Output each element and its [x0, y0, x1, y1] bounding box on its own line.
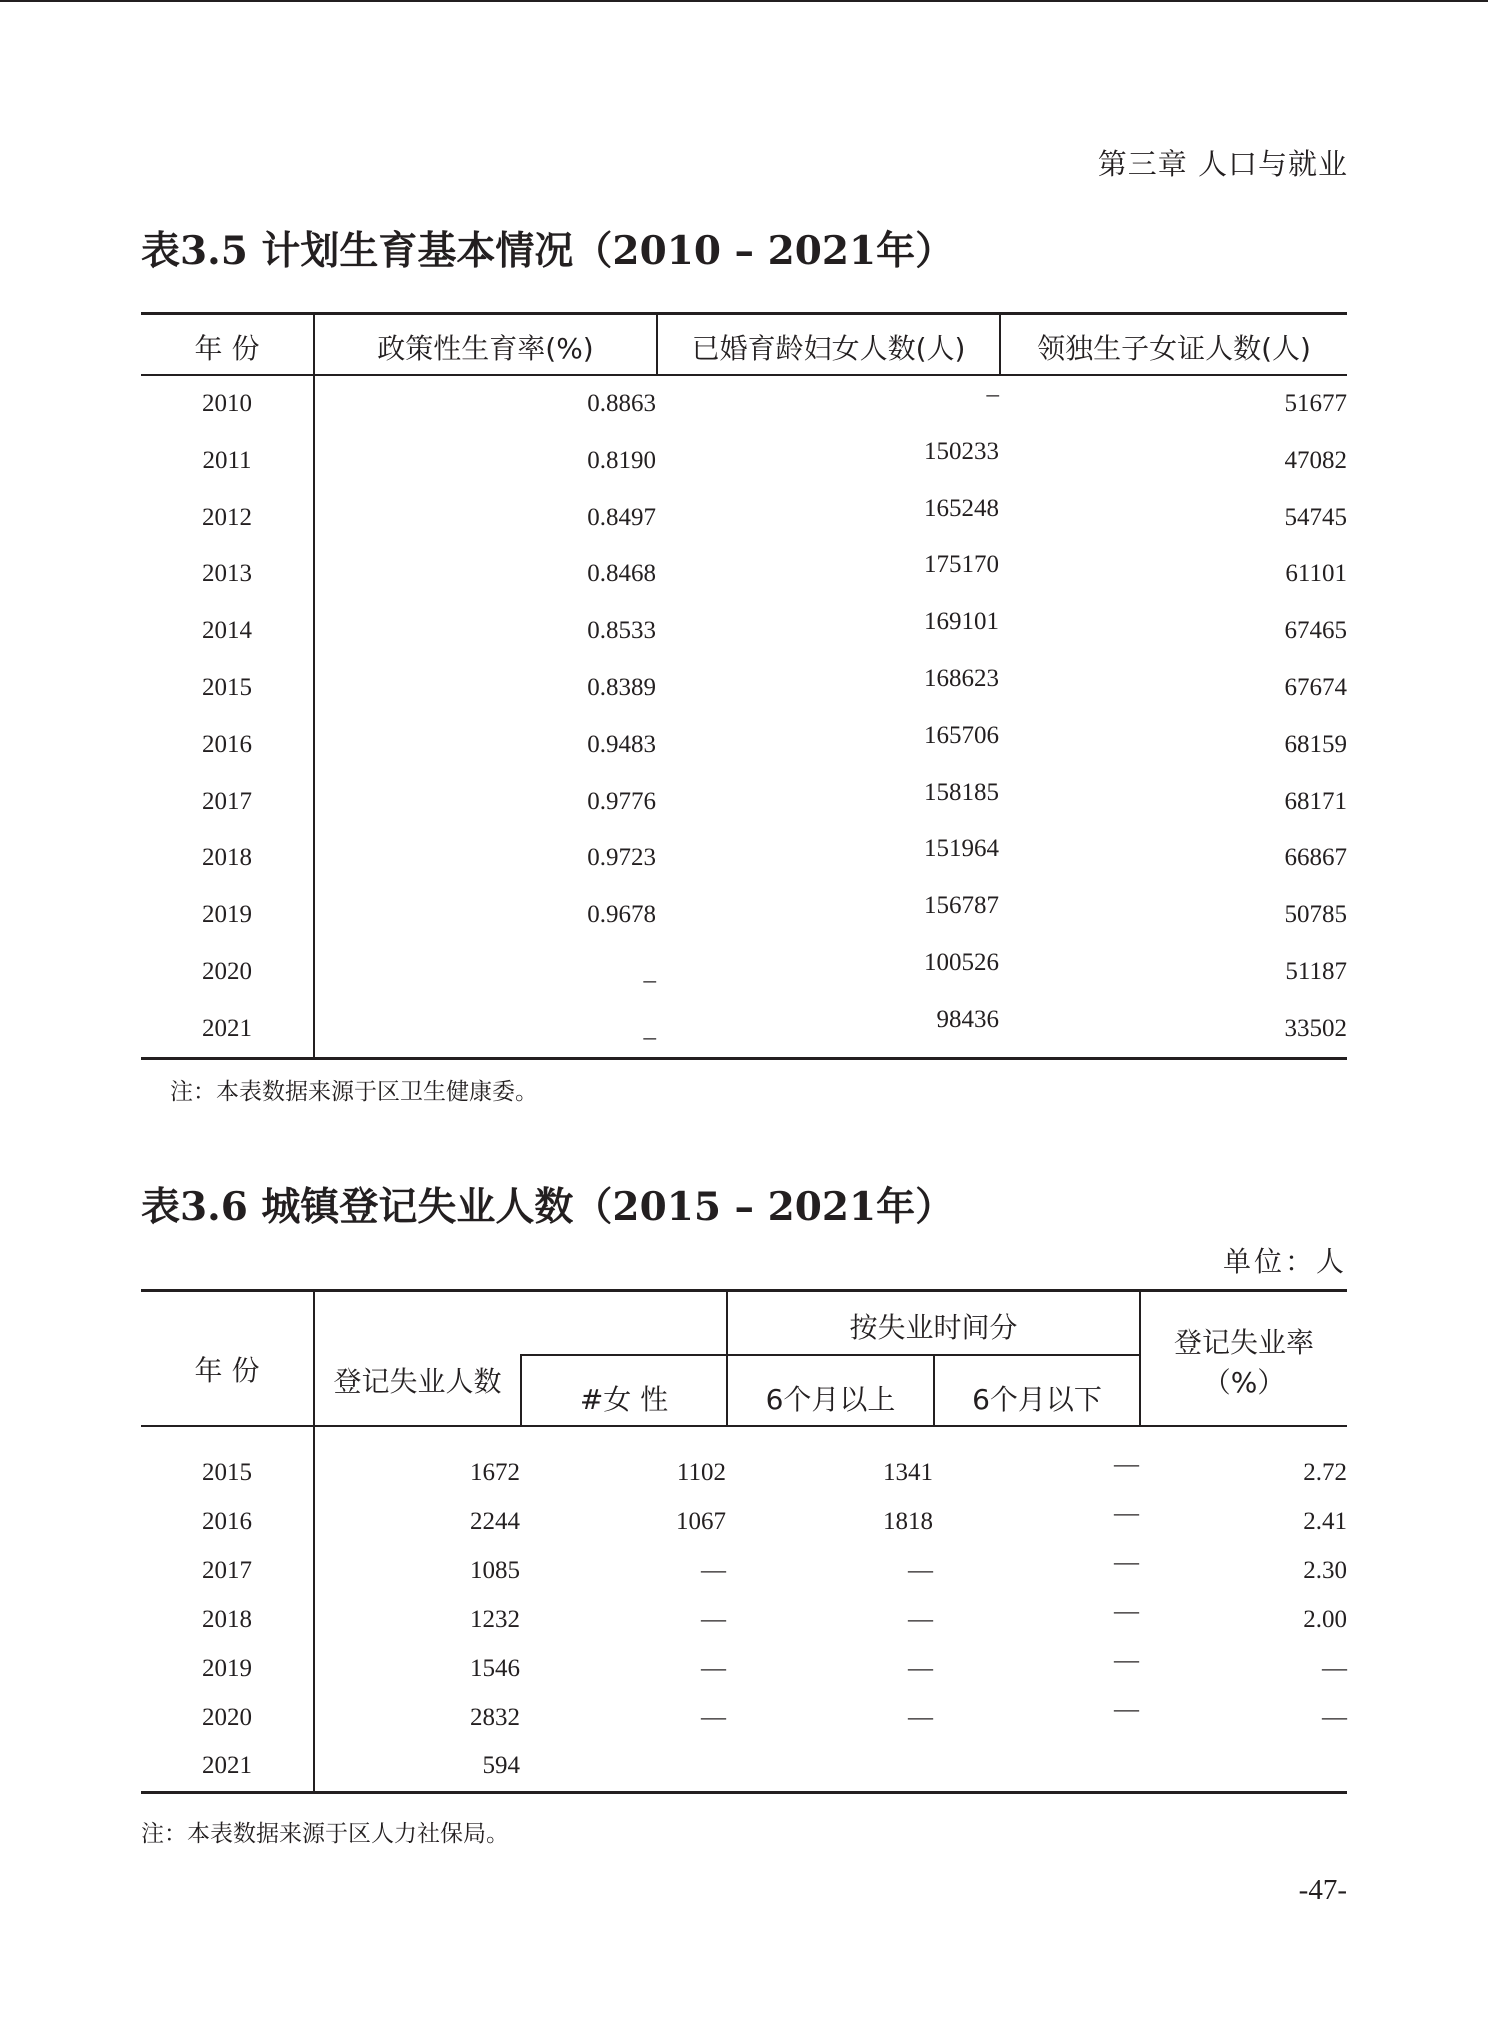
- table-3-5-value-cell: 0.9483: [587, 730, 656, 758]
- table-3-5-value-cell: 0.9776: [587, 787, 656, 815]
- table-3-5-value-cell: 0.8863: [587, 390, 656, 417]
- table-3-5-note: 注：本表数据来源于区卫生健康委。: [170, 1079, 538, 1105]
- table-3-6-value-cell: 594: [482, 1752, 520, 1780]
- table-3-6-header-registered: 登记失业人数: [333, 1365, 502, 1398]
- table-3-6-value-cell: —: [1114, 1451, 1139, 1478]
- table-3-6-subheader-rule: [520, 1354, 1141, 1356]
- table-3-5-value-cell: 51677: [1284, 390, 1347, 417]
- table-3-5-value-cell: 175170: [924, 551, 999, 579]
- page-top-border: [0, 0, 1488, 2]
- table-3-6-year-cell: 2020: [202, 1703, 252, 1731]
- table-3-5-header-year: 年 份: [194, 332, 260, 365]
- table-3-5-value-cell: 67674: [1284, 674, 1347, 701]
- table-3-5-title: 表3.5 计划生育基本情况（2010 – 2021年）: [141, 228, 955, 274]
- table-3-6-value-cell: 1818: [883, 1507, 933, 1535]
- table-3-6-title: 表3.6 城镇登记失业人数（2015 – 2021年）: [141, 1184, 955, 1230]
- table-3-6-value-cell: —: [1114, 1499, 1139, 1527]
- table-3-5-value-cell: 0.8468: [587, 560, 656, 588]
- table-3-6-value-cell: 1232: [470, 1605, 520, 1633]
- table-3-6-value-cell: 2.30: [1303, 1556, 1347, 1584]
- table-3-5-value-cell: 150233: [924, 437, 999, 465]
- chapter-header: 第三章 人口与就业: [1097, 147, 1348, 181]
- table-3-5-value-cell: 158185: [924, 778, 999, 806]
- table-3-6-header-year: 年 份: [194, 1354, 260, 1387]
- table-3-5-value-cell: 169101: [924, 608, 999, 636]
- table-3-6-value-cell: —: [701, 1654, 726, 1682]
- table-3-5-value-cell: 100526: [924, 949, 999, 976]
- table-3-5-bottom-rule: [141, 1057, 1347, 1060]
- table-3-6-value-cell: 2244: [470, 1507, 520, 1535]
- table-3-6-header-rule: [141, 1425, 1347, 1427]
- table-3-6-year-cell: 2017: [202, 1556, 252, 1584]
- table-3-5-year-cell: 2021: [202, 1014, 252, 1042]
- table-3-6-value-cell: —: [1322, 1654, 1347, 1682]
- table-3-6-value-cell: 1546: [470, 1654, 520, 1682]
- table-3-5-year-cell: 2015: [202, 674, 252, 701]
- table-3-6-header-by-duration: 按失业时间分: [849, 1311, 1018, 1344]
- table-3-6-header-female: #女 性: [579, 1383, 669, 1416]
- table-3-6-value-cell: 1067: [676, 1507, 726, 1535]
- table-3-6-value-cell: 1341: [883, 1459, 933, 1486]
- table-3-5-value-cell: 51187: [1285, 958, 1347, 985]
- table-3-6-value-cell: 1102: [676, 1459, 726, 1486]
- table-3-6-value-cell: 2.41: [1303, 1507, 1347, 1535]
- table-3-6-year-cell: 2018: [202, 1605, 252, 1633]
- table-3-5-value-cell: 67465: [1284, 617, 1347, 645]
- table-3-5-year-cell: 2019: [202, 901, 252, 929]
- table-3-5-value-cell: 165706: [924, 721, 999, 749]
- table-3-6-year-cell: 2021: [202, 1752, 252, 1780]
- table-3-5-value-cell: 68171: [1284, 787, 1347, 815]
- table-3-6-value-cell: 2832: [470, 1703, 520, 1731]
- table-3-5-value-cell: 151964: [924, 835, 999, 863]
- table-3-6-value-cell: —: [908, 1654, 933, 1682]
- table-3-5-header-certificates: 领独生子女证人数(人): [1037, 332, 1311, 365]
- unit-label: 单位：人: [1222, 1245, 1347, 1278]
- table-3-6-value-cell: —: [1114, 1548, 1139, 1576]
- table-3-6-value-cell: 1672: [470, 1459, 520, 1486]
- table-3-6-year-cell: 2019: [202, 1654, 252, 1682]
- table-3-6-value-cell: —: [1322, 1703, 1347, 1731]
- table-3-6-value-cell: —: [908, 1605, 933, 1633]
- table-3-6-value-cell: —: [908, 1556, 933, 1584]
- table-3-6-value-cell: —: [1114, 1646, 1139, 1674]
- table-3-6-bottom-rule: [141, 1791, 1347, 1794]
- table-3-5-year-cell: 2012: [202, 503, 252, 531]
- table-3-6-value-cell: 2.00: [1303, 1605, 1347, 1633]
- table-3-5-value-cell: 0.8533: [587, 617, 656, 645]
- table-3-6-header-over-6-months: 6个月以上: [765, 1383, 896, 1416]
- table-3-5-year-cell: 2013: [202, 560, 252, 588]
- table-3-6-value-cell: 2.72: [1303, 1459, 1347, 1486]
- table-3-5-value-cell: 54745: [1284, 503, 1347, 531]
- table-3-6-header-under-6-months: 6个月以下: [972, 1383, 1102, 1416]
- table-3-6-header-rate: 登记失业率: [1173, 1326, 1314, 1359]
- table-3-5-header-rate: 政策性生育率(%): [377, 332, 594, 365]
- table-3-6-top-rule: [141, 1289, 1347, 1292]
- table-3-5-year-cell: 2010: [202, 390, 252, 417]
- table-3-5-year-cell: 2016: [202, 730, 252, 758]
- table-3-5-value-cell: 0.8190: [587, 446, 656, 474]
- table-3-6-note: 注：本表数据来源于区人力社保局。: [141, 1821, 509, 1847]
- table-3-5-value-cell: 0.9723: [587, 844, 656, 872]
- table-3-5-value-cell: 0.9678: [587, 901, 656, 929]
- table-3-5-year-cell: 2011: [202, 446, 252, 474]
- table-3-5-header-rule: [141, 374, 1347, 376]
- table-3-6-value-cell: 1085: [470, 1556, 520, 1584]
- table-3-5-value-cell: –: [986, 381, 999, 408]
- table-3-5-value-cell: _: [643, 958, 656, 985]
- table-3-5-value-cell: 0.8389: [587, 674, 656, 701]
- table-3-5-value-cell: 66867: [1284, 844, 1347, 872]
- table-3-5-value-cell: 47082: [1284, 446, 1347, 474]
- table-3-6-value-cell: —: [701, 1556, 726, 1584]
- table-3-5-header-married-women: 已婚育龄妇女人数(人): [691, 332, 966, 365]
- table-3-5-value-cell: 165248: [924, 494, 999, 522]
- table-3-5-value-cell: 98436: [936, 1005, 999, 1033]
- table-3-5-value-cell: 50785: [1284, 901, 1347, 929]
- table-3-6-year-cell: 2015: [202, 1459, 252, 1486]
- table-3-5-divider: [313, 312, 315, 1060]
- table-3-6-header-rate-unit: （%）: [1202, 1366, 1286, 1399]
- page-number: -47-: [1298, 1874, 1347, 1906]
- table-3-5-year-cell: 2014: [202, 617, 252, 645]
- table-3-5-year-cell: 2020: [202, 958, 252, 985]
- table-3-5-year-cell: 2017: [202, 787, 252, 815]
- table-3-6-value-cell: —: [908, 1703, 933, 1731]
- table-3-5-top-rule: [141, 312, 1347, 315]
- table-3-5-value-cell: _: [643, 1014, 656, 1042]
- table-3-6-value-cell: —: [701, 1703, 726, 1731]
- table-3-6-value-cell: —: [1114, 1597, 1139, 1625]
- table-3-5-value-cell: 61101: [1285, 560, 1347, 588]
- table-3-5-value-cell: 33502: [1284, 1014, 1347, 1042]
- table-3-6-year-cell: 2016: [202, 1507, 252, 1535]
- table-3-6-value-cell: —: [1114, 1695, 1139, 1723]
- table-3-5-value-cell: 0.8497: [587, 503, 656, 531]
- table-3-5-value-cell: 156787: [924, 892, 999, 920]
- table-3-6-value-cell: —: [701, 1605, 726, 1633]
- table-3-5-value-cell: 168623: [924, 665, 999, 692]
- table-3-5-value-cell: 68159: [1284, 730, 1347, 758]
- table-3-5-year-cell: 2018: [202, 844, 252, 872]
